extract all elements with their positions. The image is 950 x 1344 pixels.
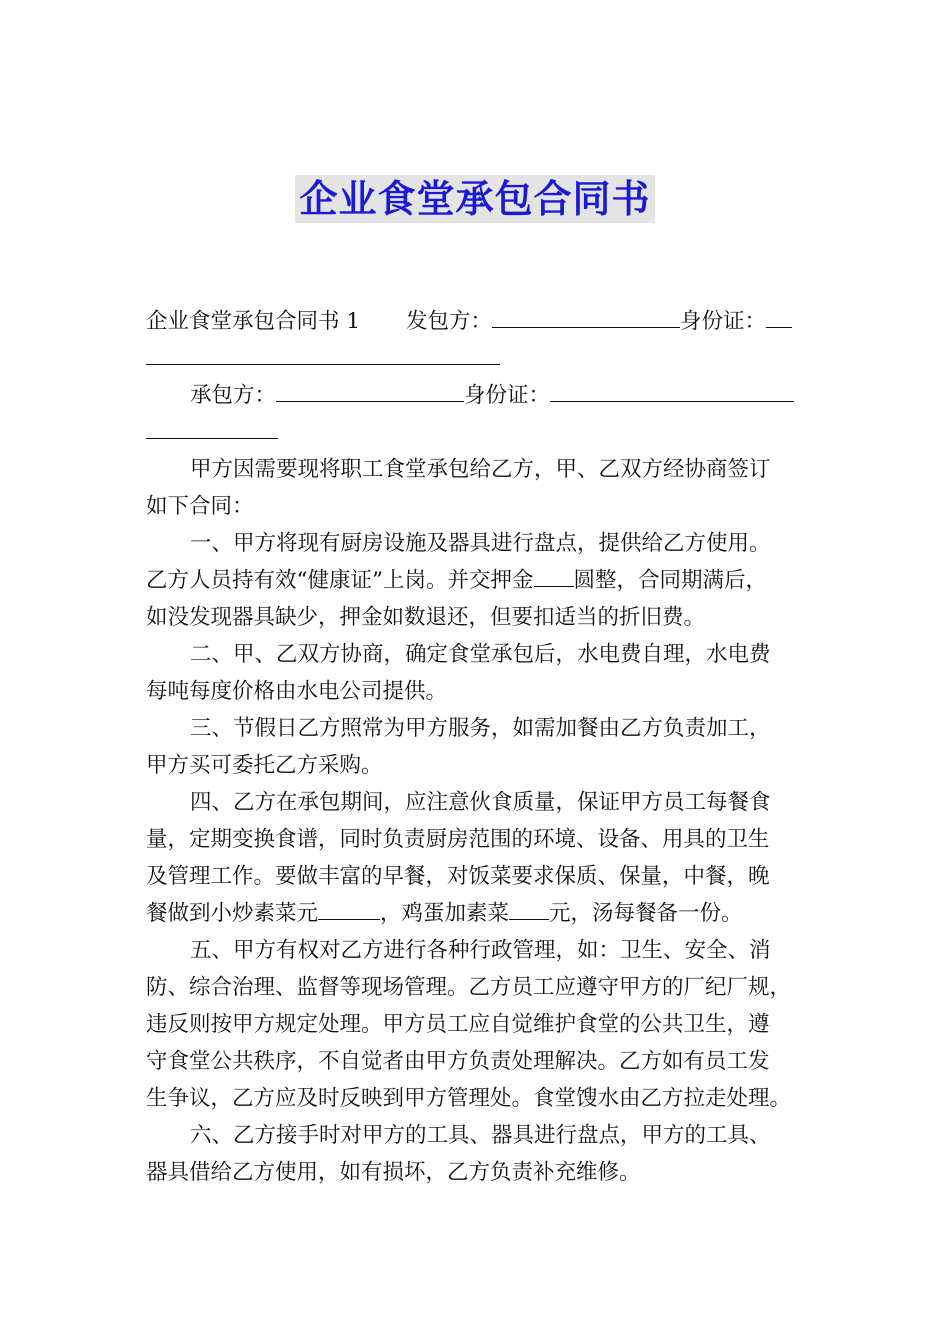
paragraph-line: 甲方买可委托乙方采购。 <box>146 753 383 778</box>
paragraph-line: 四、乙方在承包期间，应注意伙食质量，保证甲方员工每餐食 <box>190 790 771 815</box>
paragraph-line-meals <box>146 895 822 932</box>
paragraph-line-deposit <box>146 562 822 599</box>
paragraph-line: 守食堂公共秩序，不自觉者由甲方负责处理解决。乙方如有员工发 <box>146 1049 770 1074</box>
paragraph-line: 一、甲方将现有厨房设施及器具进行盘点，提供给乙方使用。 <box>190 531 771 556</box>
meal-text-b: ，鸡蛋加素菜 <box>380 901 510 926</box>
party-b-blank <box>276 379 464 402</box>
party-a-label: 发包方： <box>406 309 493 334</box>
paragraph-line: 六、乙方接手时对甲方的工具、器具进行盘点，甲方的工具、 <box>190 1123 771 1148</box>
paragraph-line: 如没发现器具缺少，押金如数退还，但要扣适当的折旧费。 <box>146 605 706 630</box>
meal-blank-1 <box>318 897 380 920</box>
deposit-blank <box>534 564 574 587</box>
party-a-blank <box>492 305 680 328</box>
paragraph-line: 二、甲、乙双方协商，确定食堂承包后，水电费自理，水电费 <box>190 642 771 667</box>
paragraph-line: 及管理工作。要做丰富的早餐，对饭菜要求保质、保量，中餐，晚 <box>146 864 770 889</box>
parties-line-a <box>146 303 822 340</box>
paragraph-line: 每吨每度价格由水电公司提供。 <box>146 679 448 704</box>
id-label-a: 身份证： <box>680 309 767 334</box>
paragraph-line: 器具借给乙方使用，如有损坏，乙方负责补充维修。 <box>146 1160 641 1185</box>
meal-blank-2 <box>509 897 549 920</box>
meal-text-c: 元，汤每餐备一份。 <box>549 901 743 926</box>
paragraph-line: 生争议，乙方应及时反映到甲方管理处。食堂馊水由乙方拉走处理。 <box>146 1086 792 1111</box>
paragraph-line: 五、甲方有权对乙方进行各种行政管理，如：卫生、安全、消 <box>190 938 771 963</box>
paragraph-line: 甲方因需要现将职工食堂承包给乙方，甲、乙双方经协商签订 <box>190 457 771 482</box>
id-b-blank-cont <box>146 416 278 439</box>
party-b-label: 承包方： <box>190 383 277 408</box>
paragraph-line: 量，定期变换食谱，同时负责厨房范围的环境、设备、用具的卫生 <box>146 827 770 852</box>
paragraph-line: 如下合同： <box>146 494 254 519</box>
id-b-blank-start <box>550 379 794 402</box>
paragraph-line: 防、综合治理、监督等现场管理。乙方员工应遵守甲方的厂纪厂规， <box>146 975 792 1000</box>
id-b-blank-line <box>146 414 822 451</box>
deposit-text-a: 乙方人员持有效“健康证”上岗。并交押金 <box>146 568 534 593</box>
parties-line-b <box>146 377 822 414</box>
id-a-blank-cont <box>146 342 500 365</box>
paragraph-line: 违反则按甲方规定处理。甲方员工应自觉维护食堂的公共卫生，遵 <box>146 1012 770 1037</box>
id-label-b: 身份证： <box>464 383 551 408</box>
id-a-blank-line <box>146 340 822 377</box>
meal-text-a: 餐做到小炒素菜元 <box>146 901 319 926</box>
title-container <box>0 175 950 223</box>
deposit-text-b: 圆整，合同期满后， <box>573 568 768 593</box>
id-a-blank-start <box>766 305 792 328</box>
document-body <box>146 303 822 1191</box>
contract-subtitle: 企业食堂承包合同书 1 <box>146 309 361 334</box>
document-title: 企业食堂承包合同书 <box>295 175 654 223</box>
paragraph-line: 三、节假日乙方照常为甲方服务，如需加餐由乙方负责加工， <box>190 716 771 741</box>
